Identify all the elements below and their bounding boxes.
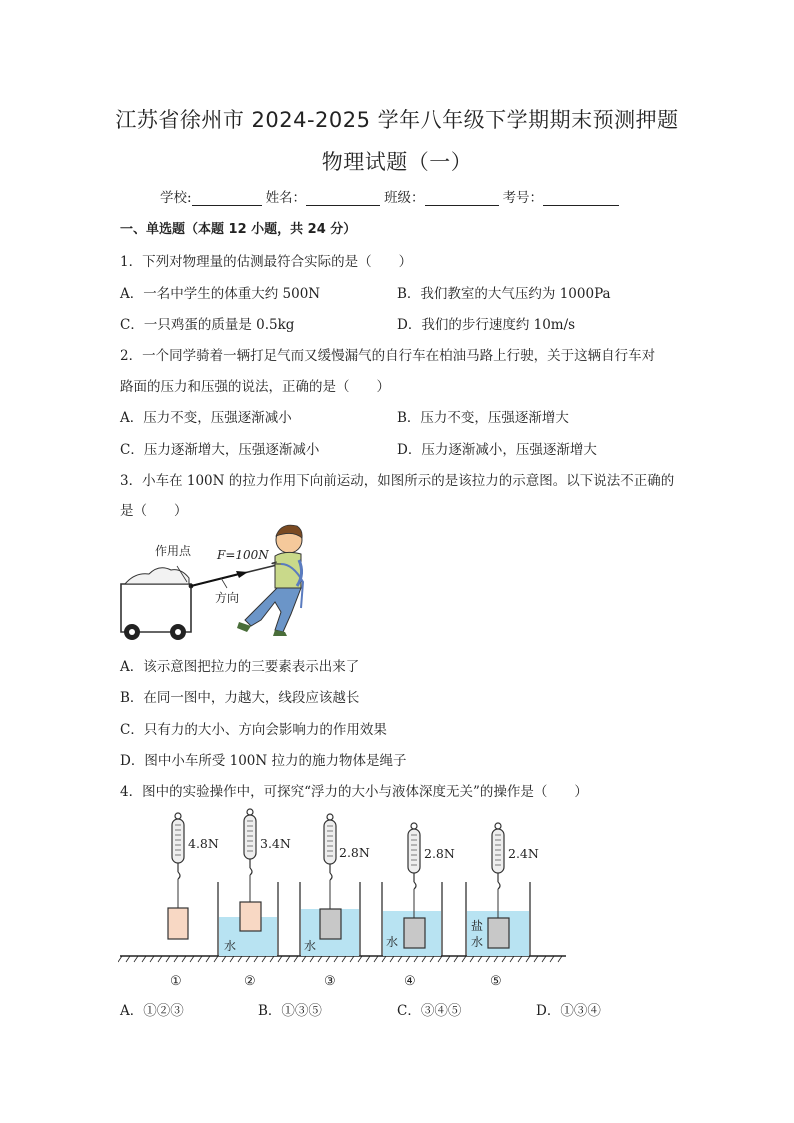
force-arrow-head [236, 571, 248, 578]
setup-num-1: ① [170, 974, 182, 989]
q2-option-c[interactable]: C．压力逐渐增大，压强逐渐减小 [120, 442, 320, 458]
direction-leader [221, 578, 227, 588]
setup-4 [382, 823, 455, 956]
force-label: F=100N [217, 548, 269, 562]
q2-option-b[interactable]: B．压力不变，压强逐渐增大 [397, 410, 569, 426]
cart-hub-left [129, 629, 135, 635]
q3-stem-line2: 是（ ） [120, 503, 188, 519]
boy-puller [237, 525, 303, 636]
exam-title-line2: 物理试题（一） [321, 150, 473, 174]
q4-option-d[interactable]: D．①③④ [536, 1003, 601, 1019]
q1-option-b[interactable]: B．我们教室的大气压约为 1000Pa [397, 286, 611, 302]
q2-option-a[interactable]: A．压力不变，压强逐渐减小 [120, 410, 292, 426]
number-blank[interactable] [543, 191, 619, 206]
name-blank[interactable] [306, 191, 380, 206]
exam-title-line1: 江苏省徐州市 2024-2025 学年八年级下学期期末预测押题 [115, 108, 679, 132]
setup-num-5: ⑤ [490, 974, 502, 989]
school-label: 学校: [160, 190, 192, 206]
number-label: 考号： [502, 190, 544, 206]
q3-option-a[interactable]: A．该示意图把拉力的三要素表示出来了 [120, 659, 360, 675]
class-blank[interactable] [425, 191, 499, 206]
setup-5 [466, 823, 539, 956]
water-label-2: 水 [224, 939, 237, 953]
student-info-line [160, 186, 623, 206]
water-label-4: 水 [386, 935, 399, 949]
q1-option-c[interactable]: C．一只鸡蛋的质量是 0.5kg [120, 317, 295, 333]
q3-option-b[interactable]: B．在同一图中，力越大，线段应该越长 [120, 690, 360, 706]
setup-num-2: ② [244, 974, 256, 989]
salt-label-bottom: 水 [471, 935, 484, 949]
q3-option-d[interactable]: D．图中小车所受 100N 拉力的施力物体是绳子 [120, 753, 407, 769]
water-label-3: 水 [304, 939, 317, 953]
action-point-label: 作用点 [155, 544, 192, 558]
q2-stem-line2: 路面的压力和压强的说法，正确的是（ ） [120, 379, 390, 395]
q2-option-d[interactable]: D．压力逐渐减小，压强逐渐增大 [397, 442, 597, 458]
reading-5: 2.4N [508, 846, 539, 861]
school-blank[interactable] [192, 191, 262, 206]
q1-option-d[interactable]: D．我们的步行速度约 10m/s [397, 317, 576, 333]
name-label: 姓名： [265, 190, 307, 206]
setup-num-3: ③ [324, 974, 336, 989]
q4-option-a[interactable]: A．①②③ [120, 1003, 184, 1019]
class-label: 班级： [384, 190, 425, 206]
reading-2: 3.4N [260, 836, 291, 851]
setup-1 [168, 813, 219, 939]
cart-hub-right [175, 629, 181, 635]
section-heading: 一、单选题（本题 12 小题，共 24 分） [120, 222, 357, 237]
setup-num-4: ④ [404, 974, 416, 989]
direction-label: 方向 [215, 591, 240, 605]
q1-option-a[interactable]: A．一名中学生的体重大约 500N [120, 286, 321, 302]
cart-pull-figure [115, 522, 325, 644]
reading-4: 2.8N [424, 846, 455, 861]
q2-stem-line1: 2．一个同学骑着一辆打足气而又缓慢漏气的自行车在柏油马路上行驶，关于这辆自行车对 [120, 348, 656, 364]
q1-stem: 1．下列对物理量的估测最符合实际的是（ ） [120, 254, 413, 270]
q3-stem-line1: 3．小车在 100N 的拉力作用下向前运动，如图所示的是该拉力的示意图。以下说法不正确的 [120, 473, 675, 489]
q4-option-b[interactable]: B．①③⑤ [258, 1003, 322, 1019]
force-arrow-shaft [191, 573, 243, 586]
salt-label-top: 盐 [471, 919, 484, 933]
setup-2 [218, 809, 291, 956]
reading-1: 4.8N [188, 836, 219, 851]
q4-stem: 4．图中的实验操作中，可探究“浮力的大小与液体深度无关”的操作是（ ） [120, 784, 588, 800]
q4-option-c[interactable]: C．③④⑤ [397, 1003, 462, 1019]
ground-hatch [118, 956, 562, 962]
reading-3: 2.8N [339, 845, 370, 860]
buoyancy-experiment-figure [118, 808, 578, 990]
q3-option-c[interactable]: C．只有力的大小、方向会影响力的作用效果 [120, 722, 387, 738]
setup-3 [300, 814, 370, 956]
